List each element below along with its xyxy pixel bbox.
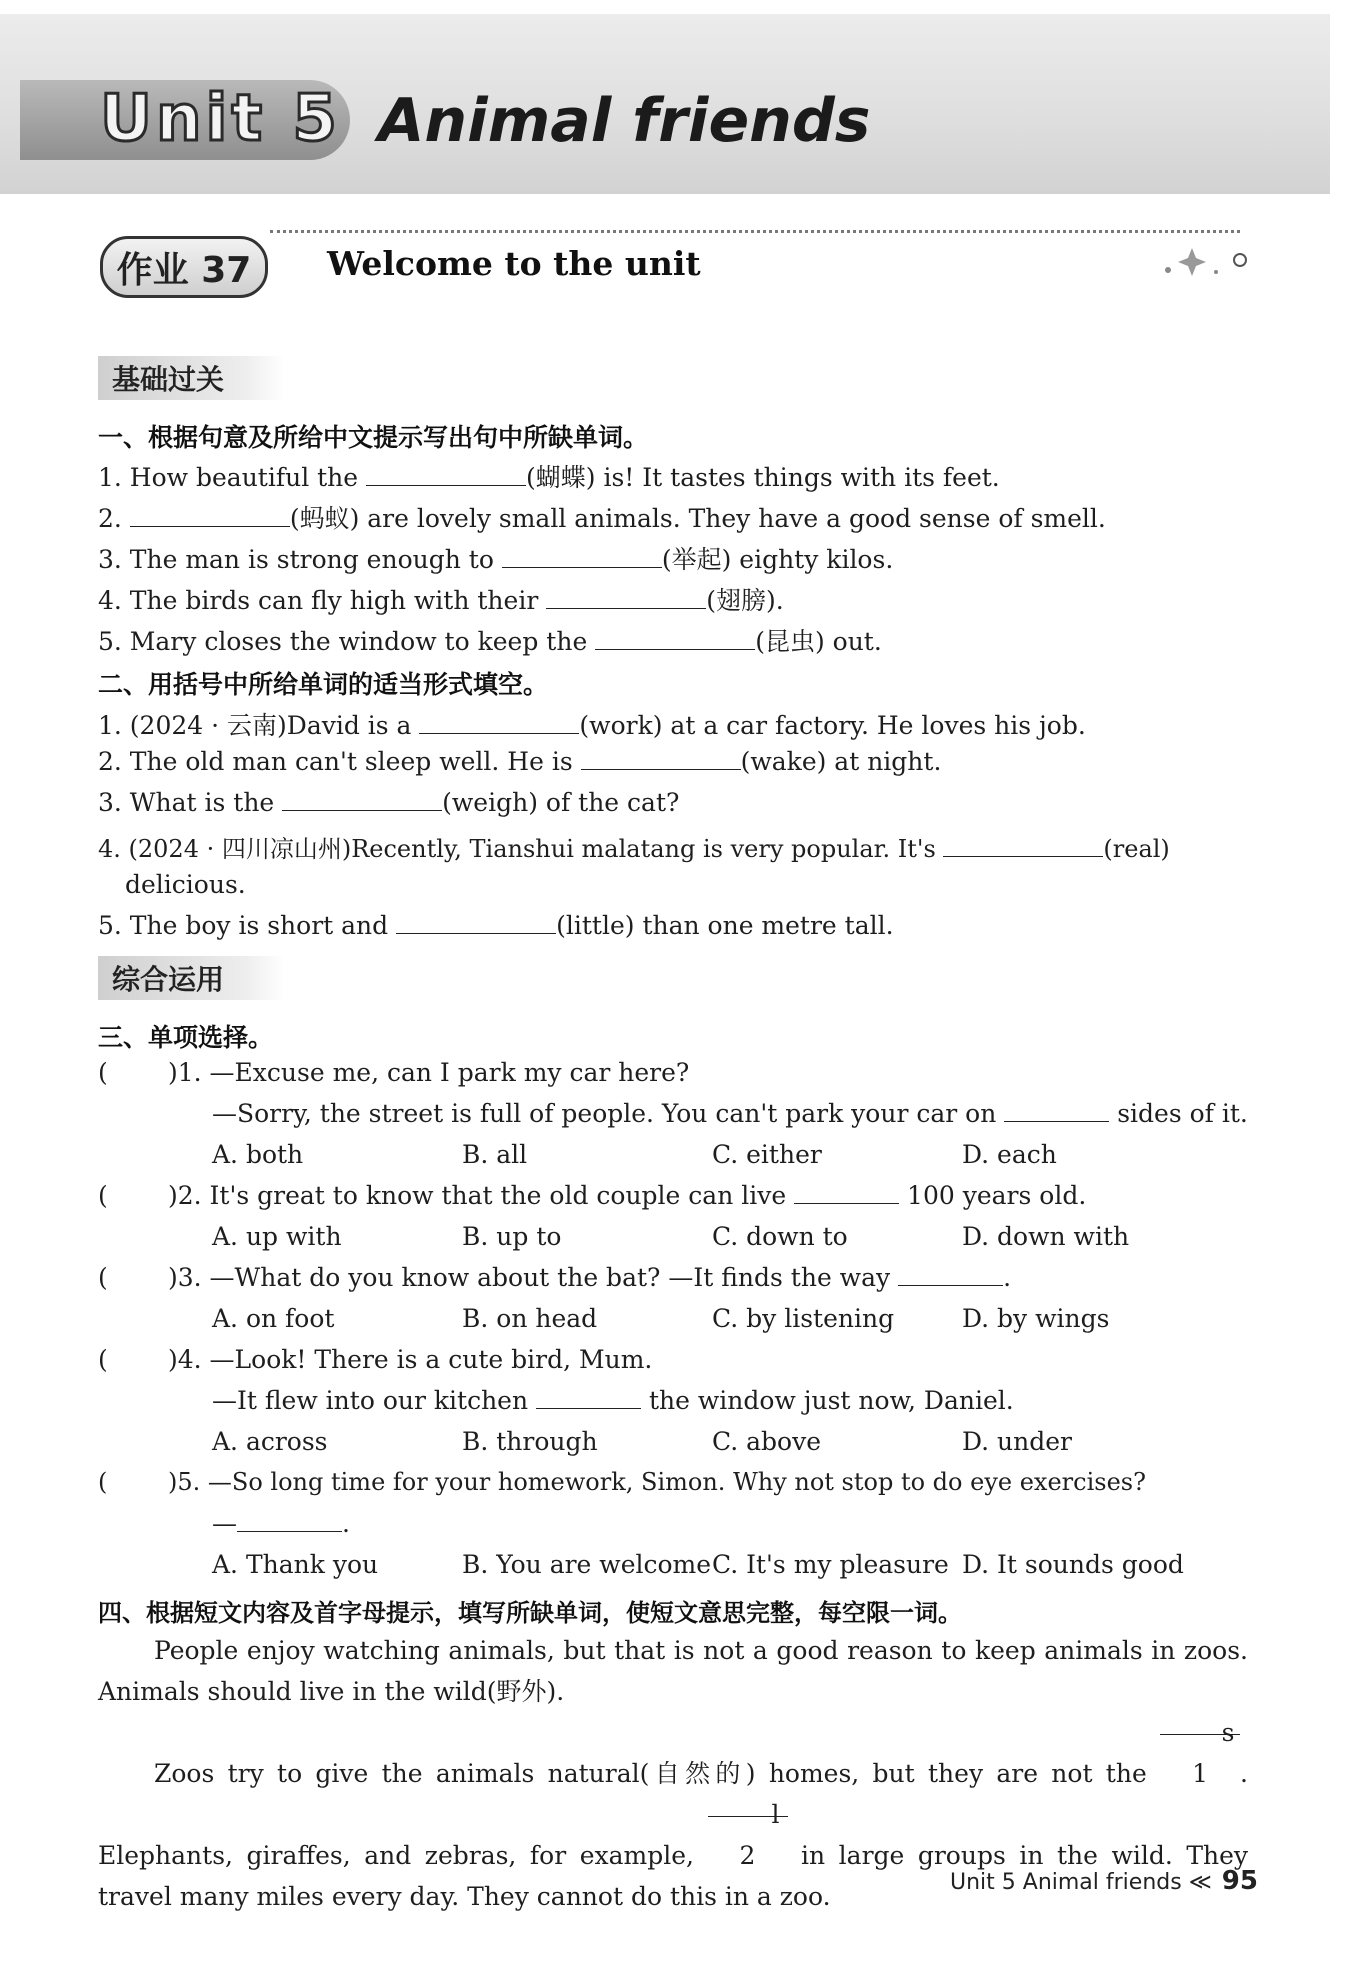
passage-paragraph-2: Zoos try to give the animals natural(自然的) homes, but they are not the s 1 . Elephants, giraffes, and zebras, for example, l 2 in large groups in the wild. They travel many miles every day. They cannot do this in a zoo. <box>98 1712 1248 1917</box>
option-c[interactable]: C. either <box>712 1140 822 1169</box>
answer-blank[interactable] <box>237 1509 342 1532</box>
answer-blank-1[interactable]: s 1 <box>1160 1712 1240 1735</box>
part1-heading: 一、根据句意及所给中文提示写出句中所缺单词。 <box>98 423 649 452</box>
option-c[interactable]: C. above <box>712 1427 822 1456</box>
section-tag-application: 综合运用 <box>98 956 284 1000</box>
answer-blank[interactable] <box>282 788 442 811</box>
part2-heading: 二、用括号中所给单词的适当形式填空。 <box>98 670 549 699</box>
section-tag-basics: 基础过关 <box>98 356 284 400</box>
dotted-divider <box>270 230 1240 245</box>
homework-badge: 作业 37 <box>100 236 268 298</box>
answer-blank[interactable] <box>366 463 526 486</box>
option-a[interactable]: A. across <box>212 1427 328 1456</box>
option-d[interactable]: D. down with <box>962 1222 1130 1251</box>
page-number: 95 <box>1221 1866 1258 1896</box>
option-a[interactable]: A. on foot <box>212 1304 335 1333</box>
part1-item-2: 2. (蚂蚁) are lovely small animals. They have a good sense of smell. <box>98 504 1106 533</box>
part1-item-5: 5. Mary closes the window to keep the (昆虫) out. <box>98 627 882 656</box>
part2-item-4-cont: delicious. <box>125 870 246 899</box>
mc-question-1: ( )1. —Excuse me, can I park my car here? <box>98 1058 690 1087</box>
option-d[interactable]: D. It sounds good <box>962 1550 1184 1579</box>
option-d[interactable]: D. under <box>962 1427 1072 1456</box>
answer-blank[interactable] <box>794 1181 899 1204</box>
part4-heading: 四、根据短文内容及首字母提示，填写所缺单词，使短文意思完整，每空限一词。 <box>98 1599 962 1627</box>
answer-blank[interactable] <box>536 1386 641 1409</box>
answer-blank[interactable] <box>595 627 755 650</box>
option-d[interactable]: D. each <box>962 1140 1057 1169</box>
option-b[interactable]: B. through <box>462 1427 598 1456</box>
option-c[interactable]: C. by listening <box>712 1304 895 1333</box>
part2-item-3: 3. What is the (weigh) of the cat? <box>98 788 680 817</box>
mc-question-1-reply: —Sorry, the street is full of people. You can't park your car on sides of it. <box>212 1099 1248 1128</box>
answer-blank[interactable] <box>130 504 290 527</box>
part2-item-2: 2. The old man can't sleep well. He is (wake) at night. <box>98 747 942 776</box>
unit-title: Animal friends <box>378 86 871 156</box>
mc-question-5: ( )5. —So long time for your homework, Simon. Why not stop to do eye exercises? <box>98 1468 1146 1496</box>
mc-question-3: ( )3. —What do you know about the bat? —It finds the way . <box>98 1263 1012 1292</box>
option-d[interactable]: D. by wings <box>962 1304 1110 1333</box>
answer-blank[interactable] <box>1004 1099 1109 1122</box>
answer-blank[interactable] <box>546 586 706 609</box>
footer-unit: Unit 5 Animal friends ≪ <box>950 1870 1212 1895</box>
answer-blank[interactable] <box>898 1263 1003 1286</box>
option-c[interactable]: C. down to <box>712 1222 848 1251</box>
mc-question-4-reply: —It flew into our kitchen the window just now, Daniel. <box>212 1386 1014 1415</box>
option-c[interactable]: C. It's my pleasure <box>712 1550 949 1579</box>
part1-item-4: 4. The birds can fly high with their (翅膀). <box>98 586 784 615</box>
option-b[interactable]: B. You are welcome <box>462 1550 712 1579</box>
passage-paragraph-1: People enjoy watching animals, but that is not a good reason to keep animals in zoos. Animals should live in the wild(野外). <box>98 1636 1248 1706</box>
mc-question-2: ( )2. It's great to know that the old couple can live 100 years old. <box>98 1181 1087 1210</box>
answer-blank[interactable] <box>943 834 1103 857</box>
answer-blank[interactable] <box>502 545 662 568</box>
option-a[interactable]: A. up with <box>212 1222 342 1251</box>
answer-blank[interactable] <box>419 711 579 734</box>
part2-item-4: 4. (2024 · 四川凉山州)Recently, Tianshui malatang is very popular. It's (real) <box>98 835 1170 863</box>
mc-question-4: ( )4. —Look! There is a cute bird, Mum. <box>98 1345 653 1374</box>
option-b[interactable]: B. all <box>462 1140 528 1169</box>
answer-blank[interactable] <box>396 911 556 934</box>
part1-item-1: 1. How beautiful the (蝴蝶) is! It tastes things with its feet. <box>98 463 1000 492</box>
part1-item-3: 3. The man is strong enough to (举起) eighty kilos. <box>98 545 894 574</box>
part2-item-5: 5. The boy is short and (little) than one metre tall. <box>98 911 894 940</box>
answer-blank-2[interactable]: l 2 <box>708 1794 788 1817</box>
part2-item-1: 1. (2024 · 云南)David is a (work) at a car factory. He loves his job. <box>98 711 1086 740</box>
unit-label: Unit 5 <box>100 82 341 156</box>
mc-question-5-reply: — . <box>212 1509 350 1538</box>
sparkle-icon <box>1150 240 1260 280</box>
option-a[interactable]: A. Thank you <box>212 1550 379 1579</box>
part3-heading: 三、单项选择。 <box>98 1023 274 1052</box>
page-footer <box>950 1866 1258 1896</box>
option-b[interactable]: B. up to <box>462 1222 562 1251</box>
option-a[interactable]: A. both <box>212 1140 304 1169</box>
answer-blank[interactable] <box>581 747 741 770</box>
option-b[interactable]: B. on head <box>462 1304 598 1333</box>
homework-title: Welcome to the unit <box>327 244 701 283</box>
